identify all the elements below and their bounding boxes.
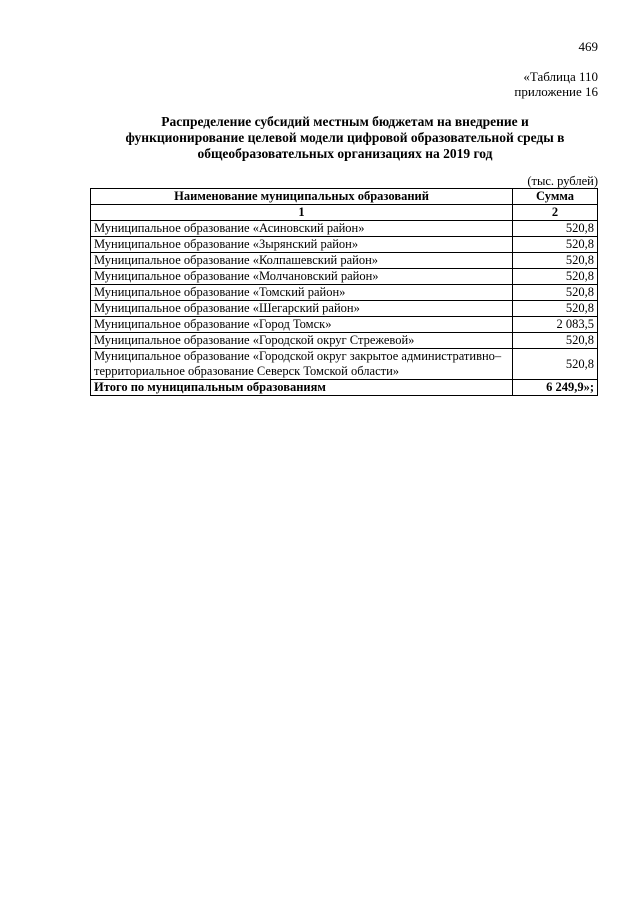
- row-sum: 2 083,5: [513, 317, 598, 333]
- title-line3: общеобразовательных организациях на 2019 год: [197, 146, 493, 161]
- row-name: Муниципальное образование «Асиновский район»: [91, 221, 513, 237]
- table-row: [91, 349, 598, 380]
- row-name: Муниципальное образование «Городской округ закрытое административно–территориальное образование Северск Томской области»: [91, 349, 513, 380]
- column-number-2: 2: [513, 205, 598, 221]
- row-name: Муниципальное образование «Зырянский район»: [91, 237, 513, 253]
- header-sum: Сумма: [513, 189, 598, 205]
- row-sum: 520,8: [513, 253, 598, 269]
- title-line2: функционирование целевой модели цифровой образовательной среды в: [125, 130, 565, 145]
- table-row: [91, 221, 598, 237]
- row-sum: 520,8: [513, 269, 598, 285]
- table-row: [91, 285, 598, 301]
- total-sum: 6 249,9»;: [513, 380, 598, 396]
- subsidy-table: [90, 188, 598, 396]
- table-row: [91, 253, 598, 269]
- table-reference-line1: «Таблица 110: [523, 69, 598, 84]
- total-row: [91, 380, 598, 396]
- table-row: [91, 333, 598, 349]
- row-sum: 520,8: [513, 237, 598, 253]
- units-note: (тыс. рублей): [527, 174, 598, 188]
- total-name: Итого по муниципальным образованиям: [91, 380, 513, 396]
- page-number: 469: [578, 39, 598, 54]
- row-sum: 520,8: [513, 333, 598, 349]
- row-name: Муниципальное образование «Город Томск»: [91, 317, 513, 333]
- row-sum: 520,8: [513, 221, 598, 237]
- row-name: Муниципальное образование «Городской округ Стрежевой»: [91, 333, 513, 349]
- row-name: Муниципальное образование «Колпашевский район»: [91, 253, 513, 269]
- table-reference-line2: приложение 16: [514, 84, 598, 99]
- row-name: Муниципальное образование «Шегарский район»: [91, 301, 513, 317]
- table-reference: [420, 69, 598, 99]
- row-sum: 520,8: [513, 349, 598, 380]
- table-row: [91, 269, 598, 285]
- table-row: [91, 237, 598, 253]
- title-line1: Распределение субсидий местным бюджетам на внедрение и: [161, 114, 529, 129]
- table-header-row: [91, 189, 598, 205]
- row-sum: 520,8: [513, 301, 598, 317]
- document-title: [92, 114, 598, 162]
- table-row: [91, 317, 598, 333]
- table-row: [91, 301, 598, 317]
- column-number-row: [91, 205, 598, 221]
- header-name: Наименование муниципальных образований: [91, 189, 513, 205]
- column-number-1: 1: [91, 205, 513, 221]
- row-sum: 520,8: [513, 285, 598, 301]
- row-name: Муниципальное образование «Томский район»: [91, 285, 513, 301]
- row-name: Муниципальное образование «Молчановский район»: [91, 269, 513, 285]
